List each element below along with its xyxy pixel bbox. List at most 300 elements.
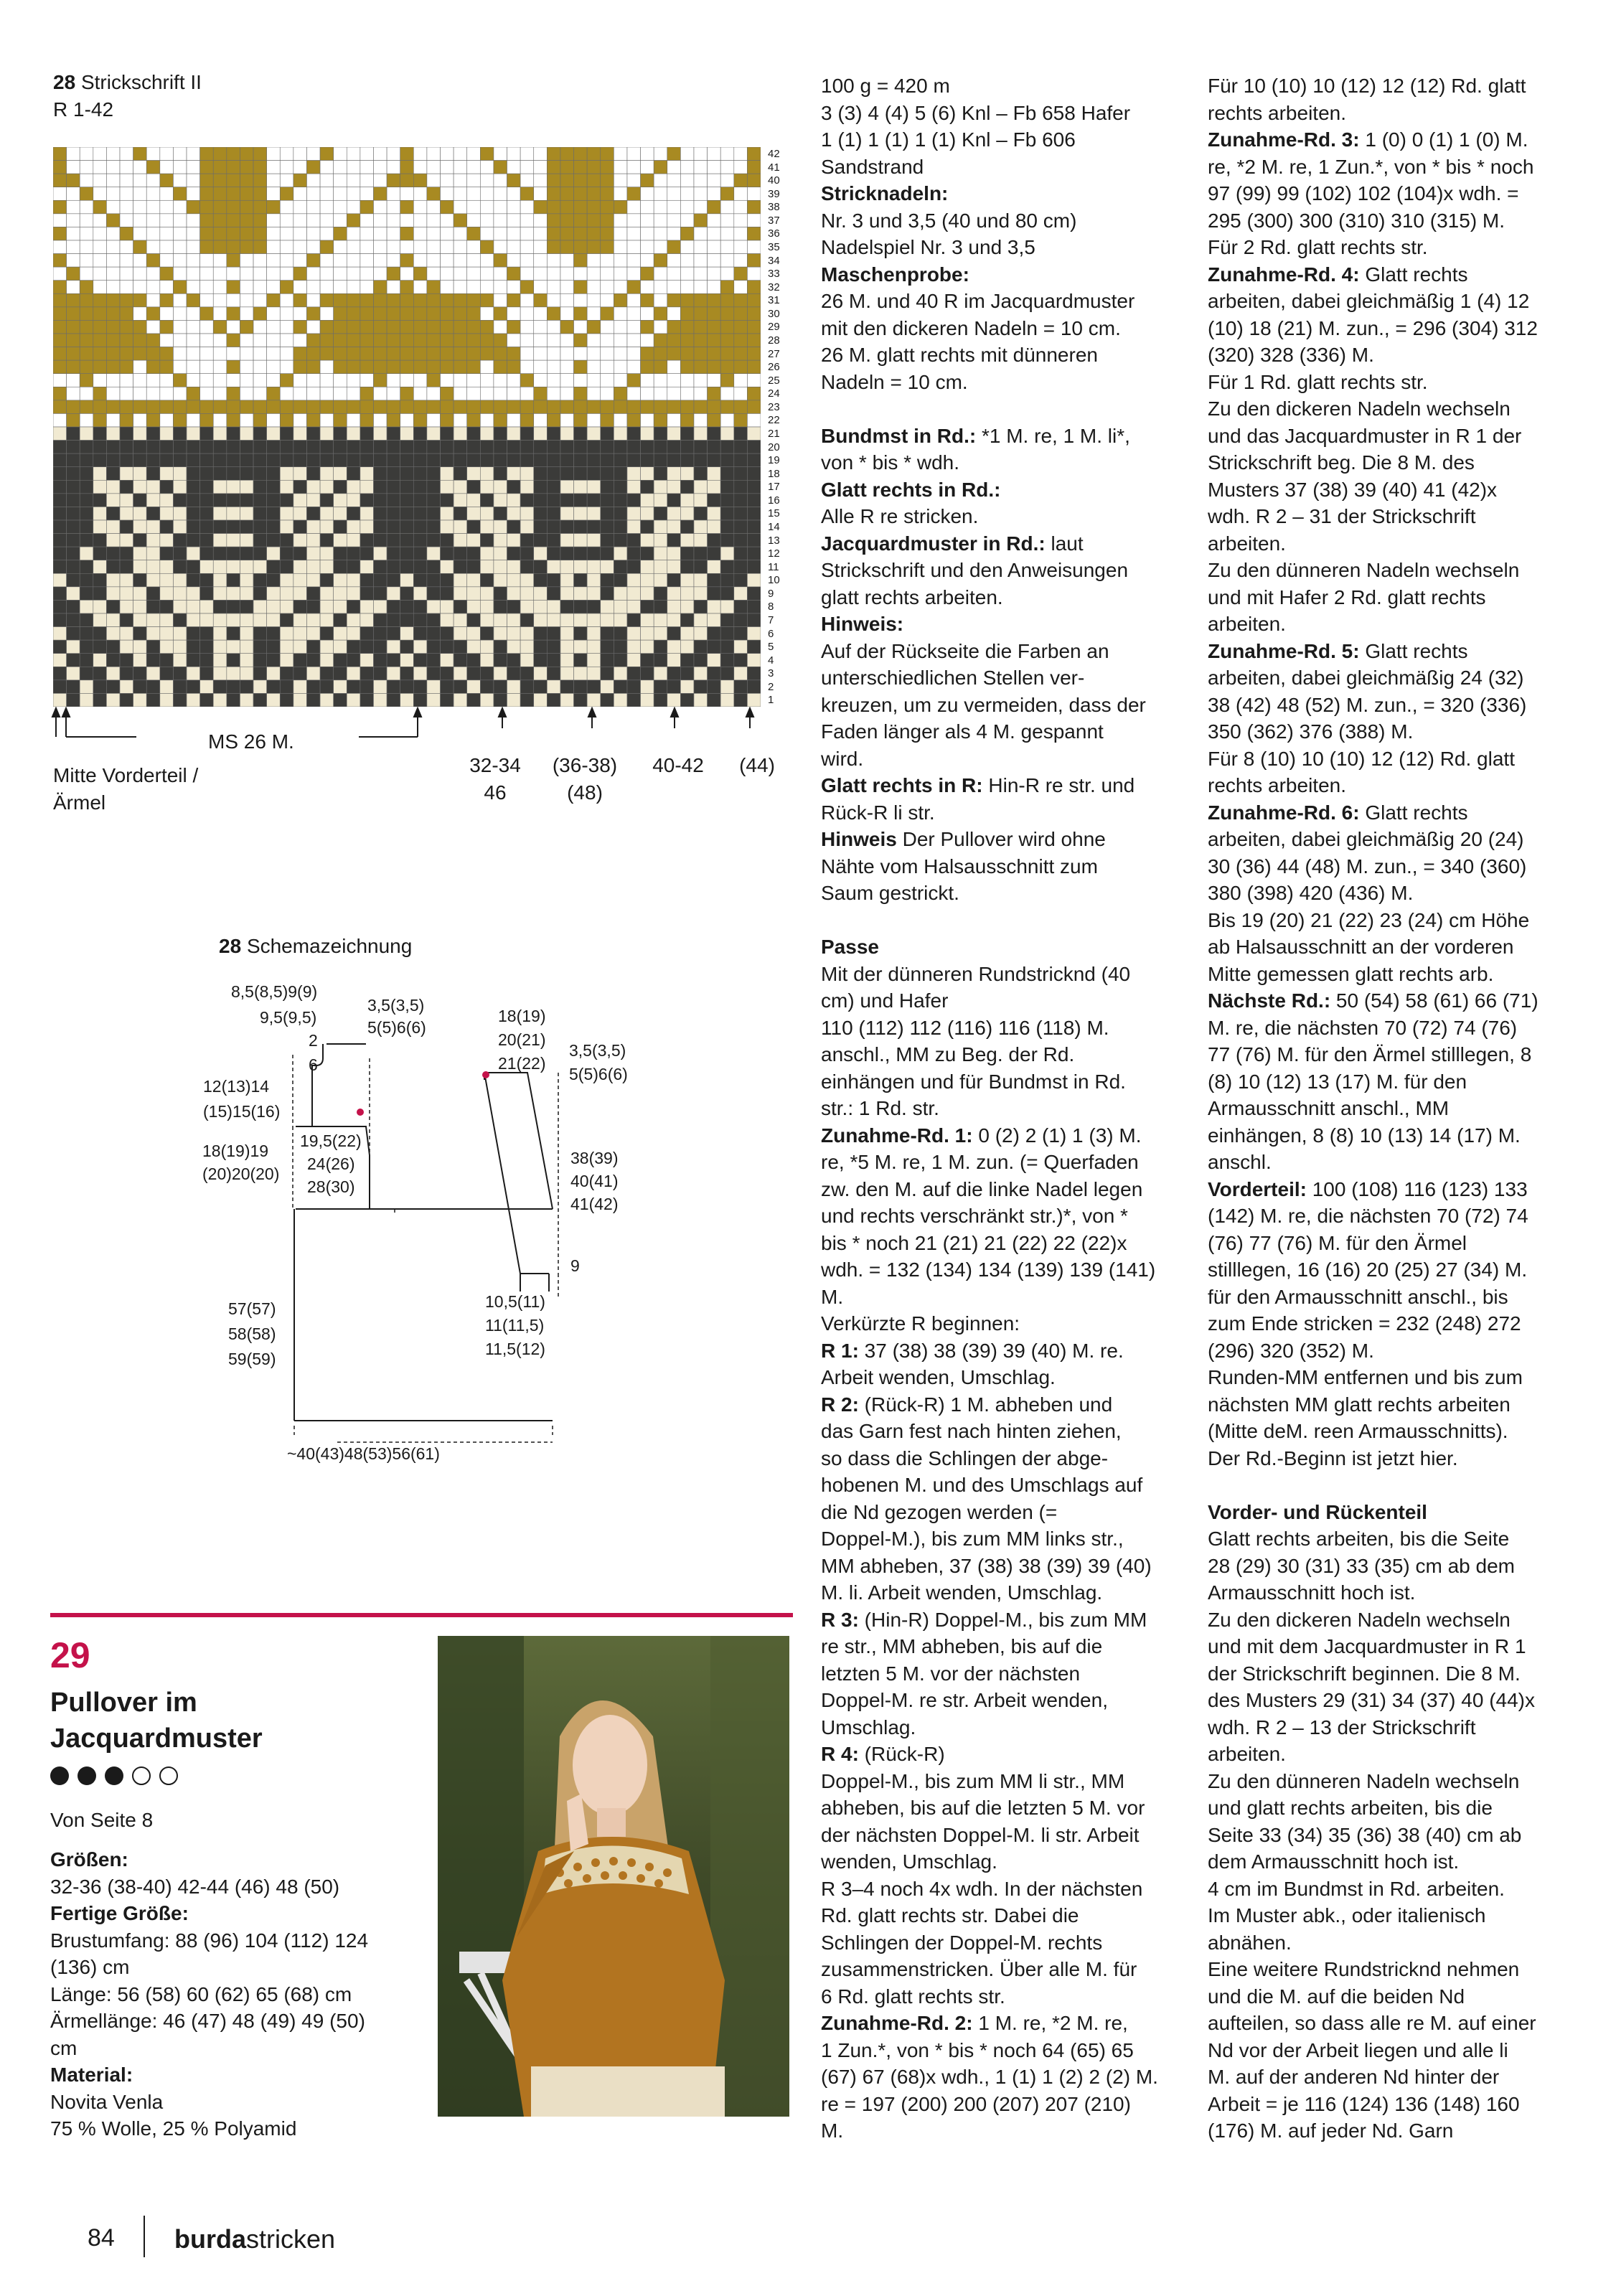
chart-cell <box>667 693 681 707</box>
chart-cell <box>614 640 627 654</box>
chart-cell <box>146 200 160 214</box>
chart-cell <box>413 227 427 240</box>
chart-cell <box>467 307 481 321</box>
chart-cell <box>747 267 761 281</box>
chart-cell <box>120 560 133 574</box>
chart-cell <box>213 654 227 667</box>
chart-cell <box>694 427 708 441</box>
chart-cell <box>614 347 627 361</box>
text-line <box>1208 1956 1539 1983</box>
chart-cell <box>106 667 120 680</box>
chart-cell <box>627 467 641 481</box>
chart-cell <box>240 374 253 387</box>
chart-cell <box>240 360 253 374</box>
chart-cell <box>93 161 107 174</box>
chart-cell <box>427 453 441 467</box>
chart-cell <box>507 400 521 414</box>
chart-cell <box>654 640 667 654</box>
chart-cell <box>387 547 400 560</box>
chart-cell <box>708 573 721 587</box>
chart-row-number: 19 <box>768 454 780 467</box>
chart-cell <box>694 281 708 294</box>
chart-cell <box>267 520 281 534</box>
chart-cell <box>360 560 374 574</box>
chart-cell <box>574 480 588 494</box>
chart-cell <box>454 453 467 467</box>
chart-cell <box>120 441 133 454</box>
chart-cell <box>560 267 574 281</box>
text-line-body: zum Ende stricken = 232 (248) 272 <box>1208 1312 1521 1335</box>
chart-cell <box>53 400 67 414</box>
chart-cell <box>587 360 601 374</box>
chart-cell <box>360 480 374 494</box>
chart-cell <box>400 281 414 294</box>
chart-cell <box>520 467 534 481</box>
chart-cell <box>574 374 588 387</box>
chart-cell <box>747 600 761 613</box>
text-line <box>821 1445 1158 1472</box>
chart-cell <box>120 520 133 534</box>
text-line <box>1208 1525 1539 1553</box>
chart-cell <box>280 640 293 654</box>
text-line <box>821 1822 1158 1849</box>
chart-cell <box>146 560 160 574</box>
chart-cell <box>347 187 360 201</box>
chart-cell <box>720 453 734 467</box>
chart-cell <box>614 600 627 613</box>
chart-cell <box>213 360 227 374</box>
chart-cell <box>227 254 240 268</box>
dim-label: 19,5(22) <box>300 1131 362 1150</box>
text-line <box>821 880 1158 907</box>
chart-cell <box>200 293 214 307</box>
chart-cell <box>694 667 708 680</box>
chart-cell <box>253 187 267 201</box>
chart-cell <box>293 200 307 214</box>
chart-cell <box>67 254 80 268</box>
chart-cell <box>133 307 147 321</box>
text-line-body: Nadeln = 10 cm. <box>821 370 968 393</box>
chart-cell <box>320 307 334 321</box>
text-line <box>821 207 1158 235</box>
chart-cell <box>574 187 588 201</box>
chart-cell <box>480 240 494 254</box>
chart-cell <box>334 494 347 507</box>
chart-cell <box>53 587 67 601</box>
chart-cell <box>667 334 681 347</box>
chart-cell <box>400 520 414 534</box>
text-line <box>821 2117 1158 2145</box>
chart-cell <box>320 293 334 307</box>
text-line <box>1208 1230 1539 1257</box>
chart-cell <box>520 147 534 161</box>
chart-cell <box>747 293 761 307</box>
chart-cell <box>347 387 360 400</box>
chart-cell <box>267 334 281 347</box>
chart-cell <box>146 441 160 454</box>
chart-cell <box>133 494 147 507</box>
chart-cell <box>534 587 548 601</box>
chart-cell <box>187 693 200 707</box>
chart-cell <box>80 334 93 347</box>
chart-cell <box>213 214 227 227</box>
chart-cell <box>734 187 748 201</box>
chart-cell <box>80 520 93 534</box>
chart-cell <box>334 147 347 161</box>
text-line <box>1208 1122 1539 1149</box>
text-line-body: laut <box>1045 532 1084 555</box>
text-line <box>821 1230 1158 1257</box>
chart-cell <box>240 680 253 694</box>
text-line-body: wird. <box>821 747 864 770</box>
text-line <box>821 180 1158 207</box>
text-line-heading: Vorderteil: <box>1208 1177 1307 1200</box>
text-line <box>821 692 1158 719</box>
chart-cell <box>373 547 387 560</box>
chart-cell <box>494 387 507 400</box>
chart-cell <box>441 214 454 227</box>
chart-cell <box>441 187 454 201</box>
chart-cell <box>441 613 454 627</box>
chart-cell <box>360 600 374 613</box>
chart-cell <box>213 427 227 441</box>
chart-cell <box>253 413 267 427</box>
text-line-body: für den Armausschnitt anschl., bis <box>1208 1285 1508 1308</box>
chart-cell <box>53 693 67 707</box>
chart-cell <box>347 613 360 627</box>
text-line-body: (Rück-R) 1 M. abheben und <box>858 1393 1113 1416</box>
chart-cell <box>160 453 174 467</box>
chart-cell <box>160 494 174 507</box>
text-line <box>1208 1714 1539 1741</box>
chart-cell <box>454 174 467 187</box>
chart-cell <box>146 293 160 307</box>
chart-cell <box>601 467 614 481</box>
chart-cell <box>227 441 240 454</box>
chart-cell <box>507 654 521 667</box>
chart-cell <box>306 334 320 347</box>
chart-cell <box>106 640 120 654</box>
chart-cell <box>173 374 187 387</box>
chart-cell <box>160 374 174 387</box>
chart-cell <box>427 534 441 547</box>
chart-cell <box>227 547 240 560</box>
chart-cell <box>734 494 748 507</box>
chart-cell <box>80 254 93 268</box>
chart-cell <box>641 573 654 587</box>
chart-cell <box>173 600 187 613</box>
chart-cell <box>293 587 307 601</box>
chart-cell <box>120 627 133 641</box>
chart-cell <box>133 147 147 161</box>
chart-cell <box>614 374 627 387</box>
chart-cell <box>413 441 427 454</box>
chart-cell <box>427 507 441 520</box>
chart-cell <box>627 267 641 281</box>
chart-cell <box>627 360 641 374</box>
chart-cell <box>574 507 588 520</box>
chart-cell <box>400 693 414 707</box>
chart-cell <box>213 573 227 587</box>
chart-cell <box>614 307 627 321</box>
text-line-body: Mitte gemessen glatt rechts arb. <box>1208 962 1494 985</box>
text-line <box>821 1472 1158 1499</box>
chart-cell <box>334 640 347 654</box>
chart-cell <box>187 320 200 334</box>
text-line <box>821 987 1158 1015</box>
chart-cell <box>120 467 133 481</box>
chart-cell <box>507 254 521 268</box>
chart-cell <box>627 227 641 240</box>
dim-label: ~40(43)48(53)56(61) <box>287 1444 440 1463</box>
chart-cell <box>720 400 734 414</box>
chart-cell <box>387 413 400 427</box>
chart-cell <box>694 400 708 414</box>
chart-cell <box>627 161 641 174</box>
chart-cell <box>560 427 574 441</box>
chart-cell <box>67 320 80 334</box>
chart-cell <box>146 281 160 294</box>
chart-cell <box>467 667 481 680</box>
chart-cell <box>400 680 414 694</box>
chart-cell <box>253 453 267 467</box>
chart-cell <box>146 573 160 587</box>
chart-cell <box>360 587 374 601</box>
chart-cell <box>480 560 494 574</box>
chart-cell <box>601 600 614 613</box>
chart-cell <box>280 174 293 187</box>
chart-cell <box>334 560 347 574</box>
chart-cell <box>480 667 494 680</box>
chart-cell <box>334 600 347 613</box>
chart-cell <box>480 214 494 227</box>
chart-cell <box>708 374 721 387</box>
chart-cell <box>293 240 307 254</box>
text-line-body: re str., MM abheben, bis auf die <box>821 1635 1103 1657</box>
chart-cell <box>441 587 454 601</box>
dim-label: 58(58) <box>228 1325 276 1343</box>
text-line-body: arbeiten. <box>1208 1743 1286 1765</box>
chart-cell <box>601 214 614 227</box>
text-line-body: Brustumfang: 88 (96) 104 (112) 124 <box>50 1929 369 1952</box>
chart-cell <box>173 174 187 187</box>
chart-cell <box>334 254 347 268</box>
chart-cell <box>213 413 227 427</box>
chart-cell <box>694 347 708 361</box>
chart-cell <box>240 520 253 534</box>
chart-cell <box>667 240 681 254</box>
chart-cell <box>146 254 160 268</box>
chart-cell <box>694 387 708 400</box>
chart-cell <box>441 427 454 441</box>
text-line <box>821 611 1158 638</box>
chart-cell <box>387 240 400 254</box>
chart-cell <box>667 480 681 494</box>
chart-cell <box>694 693 708 707</box>
chart-cell <box>360 507 374 520</box>
chart-cell <box>347 693 360 707</box>
chart-cell <box>173 334 187 347</box>
chart-cell <box>494 174 507 187</box>
chart-cell <box>467 640 481 654</box>
chart-cell <box>454 187 467 201</box>
chart-cell <box>601 494 614 507</box>
chart-cell <box>173 613 187 627</box>
chart-cell <box>708 507 721 520</box>
chart-cell <box>120 293 133 307</box>
chart-cell <box>547 520 560 534</box>
chart-cell <box>520 613 534 627</box>
chart-cell <box>267 387 281 400</box>
chart-cell <box>747 187 761 201</box>
chart-cell <box>614 534 627 547</box>
chart-cell <box>240 320 253 334</box>
chart-cell <box>320 534 334 547</box>
chart-cell <box>520 413 534 427</box>
text-line <box>1208 1391 1539 1418</box>
chart-cell <box>306 600 320 613</box>
chart-cell <box>267 413 281 427</box>
chart-cell <box>334 334 347 347</box>
text-line <box>1208 584 1539 611</box>
chart-cell <box>587 267 601 281</box>
chart-cell <box>227 347 240 361</box>
chart-cell <box>267 534 281 547</box>
chart-cell <box>187 147 200 161</box>
chart-cell <box>547 587 560 601</box>
chart-cell <box>560 573 574 587</box>
chart-cell <box>213 480 227 494</box>
chart-cell <box>441 200 454 214</box>
chart-cell <box>280 267 293 281</box>
text-line-body: Der Rd.-Beginn ist jetzt hier. <box>1208 1446 1458 1469</box>
chart-cell <box>534 453 548 467</box>
chart-cell <box>67 441 80 454</box>
text-line-body: abheben, bis auf die letzten 5 M. vor <box>821 1797 1145 1819</box>
chart-cell <box>120 254 133 268</box>
chart-cell <box>734 334 748 347</box>
chart-cell <box>627 640 641 654</box>
text-line <box>1208 1095 1539 1122</box>
chart-cell <box>334 534 347 547</box>
chart-cell <box>574 254 588 268</box>
text-line <box>821 718 1158 745</box>
chart-cell <box>454 680 467 694</box>
chart-cell <box>253 227 267 240</box>
text-line <box>821 1606 1158 1634</box>
chart-cell <box>467 494 481 507</box>
chart-cell <box>507 587 521 601</box>
chart-row-number: 2 <box>768 680 774 693</box>
dim-label: 20(21) <box>498 1030 546 1049</box>
chart-cell <box>654 587 667 601</box>
text-line <box>821 1284 1158 1311</box>
chart-cell <box>106 547 120 560</box>
text-line <box>821 1983 1158 2010</box>
text-line <box>1208 718 1539 745</box>
text-line <box>1208 745 1539 773</box>
chart-cell <box>747 161 761 174</box>
chart-cell <box>667 187 681 201</box>
chart-cell <box>240 467 253 481</box>
chart-cell <box>667 200 681 214</box>
chart-cell <box>293 547 307 560</box>
chart-cell <box>427 600 441 613</box>
chart-cell <box>53 573 67 587</box>
chart-cell <box>320 187 334 201</box>
text-line <box>1208 1015 1539 1042</box>
chart-cell <box>67 387 80 400</box>
text-line-body: Umschlag. <box>821 1716 916 1739</box>
chart-cell <box>480 654 494 667</box>
chart-cell <box>413 627 427 641</box>
text-line-body: Armausschnitt hoch ist. <box>1208 1581 1416 1604</box>
chart-cell <box>547 613 560 627</box>
text-line <box>50 2089 368 2116</box>
chart-cell <box>520 320 534 334</box>
chart-cell <box>547 467 560 481</box>
text-line <box>1208 1822 1539 1849</box>
chart-cell <box>93 334 107 347</box>
chart-cell <box>480 293 494 307</box>
chart-cell <box>213 600 227 613</box>
chart-cell <box>641 413 654 427</box>
chart-cell <box>93 547 107 560</box>
chart-cell <box>574 627 588 641</box>
chart-cell <box>413 187 427 201</box>
pattern-title: Pullover im Jacquardmuster <box>50 1688 263 1754</box>
chart-cell <box>441 254 454 268</box>
chart-row-number: 39 <box>768 187 780 200</box>
chart-cell <box>80 494 93 507</box>
text-line-body: unterschiedlichen Stellen ver- <box>821 667 1085 689</box>
chart-cell <box>267 441 281 454</box>
chart-cell <box>708 413 721 427</box>
chart-cell <box>694 174 708 187</box>
chart-cell <box>627 494 641 507</box>
chart-cell <box>734 174 748 187</box>
chart-cell <box>494 227 507 240</box>
chart-cell <box>387 453 400 467</box>
chart-cell <box>146 547 160 560</box>
chart-cell <box>213 400 227 414</box>
chart-cell <box>213 200 227 214</box>
chart-cell <box>133 174 147 187</box>
chart-cell <box>441 627 454 641</box>
chart-cell <box>160 360 174 374</box>
chart-cell <box>267 693 281 707</box>
chart-cell <box>320 667 334 680</box>
chart-cell <box>427 174 441 187</box>
chart-cell <box>747 640 761 654</box>
chart-cell <box>187 427 200 441</box>
chart-cell <box>146 640 160 654</box>
chart-cell <box>601 547 614 560</box>
chart-cell <box>133 453 147 467</box>
chart-cell <box>734 693 748 707</box>
chart-cell <box>53 560 67 574</box>
chart-cell <box>520 654 534 667</box>
chart-cell <box>694 187 708 201</box>
chart-cell <box>227 560 240 574</box>
chart-cell <box>227 520 240 534</box>
chart-cell <box>227 467 240 481</box>
chart-cell <box>227 427 240 441</box>
chart-cell <box>708 600 721 613</box>
text-line <box>821 2064 1158 2091</box>
chart-cell <box>227 693 240 707</box>
chart-cell <box>360 667 374 680</box>
